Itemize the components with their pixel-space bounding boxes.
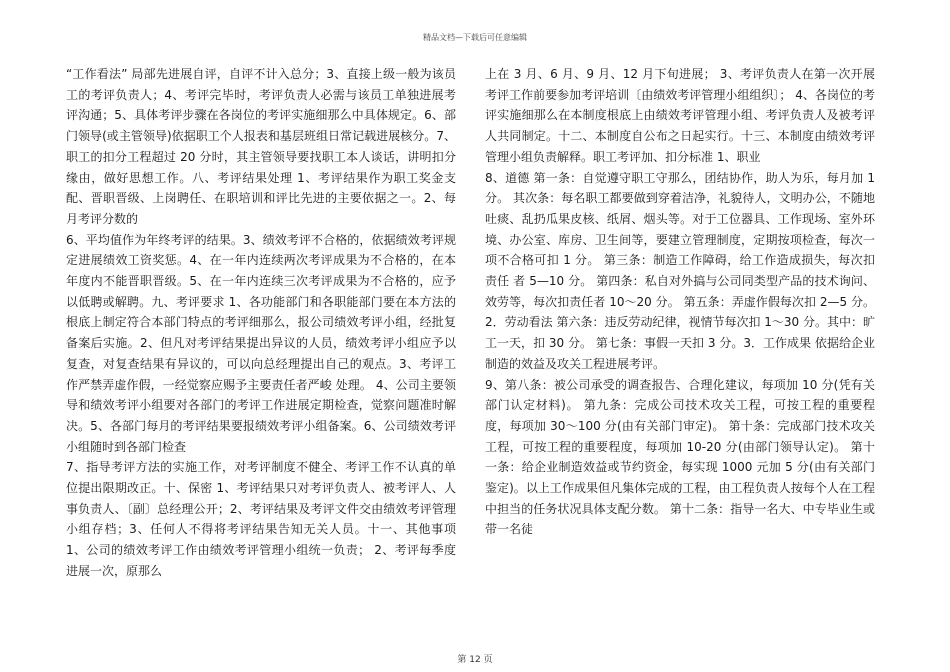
- paragraph: “工作看法” 局部先进展自评，自评不计入总分；3、直接上级一般为该员工的考评负责人；4、考评完毕时，考评负责人必需与该员工单独进展考评沟通；5、具体考评步骤在各岗位的考评实施细那么中具体规定。6、部门领导(或主管领导)依据职工个人报表和基层班组日常记载进展核分。7、职工的扣分工程超过 20 分时，其主管领导要找职工本人谈话，讲明扣分缘由，做好思想工作。八、考评结果处理 1、考评结果作为职工奖金支配、晋职晋级、上岗聘任、在职培训和评比先进的主要依据之一。2、每月考评分数的: [66, 67, 456, 226]
- paragraph: 7、指导考评方法的实施工作，对考评制度不健全、考评工作不认真的单位提出限期改正。十、保密 1、考评结果只对考评负责人、被考评人、人事负责人、〔副〕总经理公开；2、考评结果及考评文件交由绩效考评管理小组存档；3、任何人不得将考评结果告知无关人员。十一、其他事项 1、公司的绩效考评工作由绩效考评管理小组统一负责； 2、考评每季度进展一次，原那么: [66, 460, 456, 578]
- right-column: [485, 64, 875, 540]
- paragraph: 6、平均值作为年终考评的结果。3、绩效考评不合格的，依据绩效考评规定进展绩效工资奖惩。4、在一年内连续两次考评成果为不合格的，在本年度内不能晋职晋级。5、在一年内连续三次考评成果为不合格的，应予以低聘或解聘。九、考评要求 1、各功能部门和各职能部门要在本方法的根底上制定符合本部门特点的考评细那么，报公司绩效考评小组，经批复备案后实施。2、但凡对考评结果提出异议的人员，绩效考评小组应予以复查，对复查结果有异议的，可以向总经理提出自己的观点。3、考评工作严禁弄虚作假，一经觉察应赐予主要责任者严峻 处理。 4、公司主要领导和绩效考评小组要对各部门的考评工作进展定期检查，觉察问题准时解决。5、各部门每月的考评结果要报绩效考评小组备案。6、公司绩效考评小组随时到各部门检查: [66, 232, 456, 454]
- paragraph: 8、道德 第一条：自觉遵守职工守那么，团结协作，助人为乐，每月加 1 分。 其次条：每名职工都要做到穿着洁净，礼貌待人，文明办公，不随地吐痰、乱扔瓜果皮核、纸屑、烟头等。对于工位器具、工作现场、室外环境、办公室、库房、卫生间等，要建立管理制度，定期按项检查，每次一项不合格可扣 1 分。 第三条：制造工作障碍，给工作造成损失，每次扣责任 者 5—10 分。 第四条：私自对外搞与公司同类型产品的技术询问、效劳等，每次扣责任者 10～20 分。 第五条：弄虚作假每次扣 2—5 分。2．劳动看法 第六条：违反劳动纪律，视情节每次扣 1～30 分。其中：旷工一天，扣 30 分。 第七条：事假一天扣 3 分。3．工作成果 依据给企业制造的效益及攻关工程进展考评。: [485, 170, 875, 371]
- left-column: [66, 64, 456, 582]
- paragraph: 上在 3 月、6 月、9 月、12 月下旬进展； 3、考评负责人在第一次开展考评工作前要参加考评培训〔由绩效考评管理小组组织〕； 4、各岗位的考评实施细那么在本制度根底上由绩效考评管理小组、考评负责人及被考评人共同制定。十二、本制度自公布之日起实行。十三、本制度由绩效考评管理小组负责解释。职工考评加、扣分标准 1、职业: [485, 67, 875, 164]
- page-number: 第 12 页: [457, 655, 493, 665]
- paragraph: 9、第八条：被公司承受的调查报告、合理化建议，每项加 10 分(凭有关部门认定材料)。 第九条：完成公司技术攻关工程，可按工程的重要程度，每项加 30～100 分(由有关部门审定)。 第十条：完成部门技术攻关工程，可按工程的重要程度，每项加 10-20 分(由部门领导认定)。 第十一条：给企业制造效益或节约资金，每实现 1000 元加 5 分(由有关部门鉴定)。以上工作成果但凡集体完成的工程，由工程负责人按每个人在工程中担当的任务状况具体支配分数。 第十二条：指导一名大、中专毕业生或带一名徒: [485, 377, 875, 537]
- page-header: 精品文档—下载后可任意编辑: [423, 33, 527, 42]
